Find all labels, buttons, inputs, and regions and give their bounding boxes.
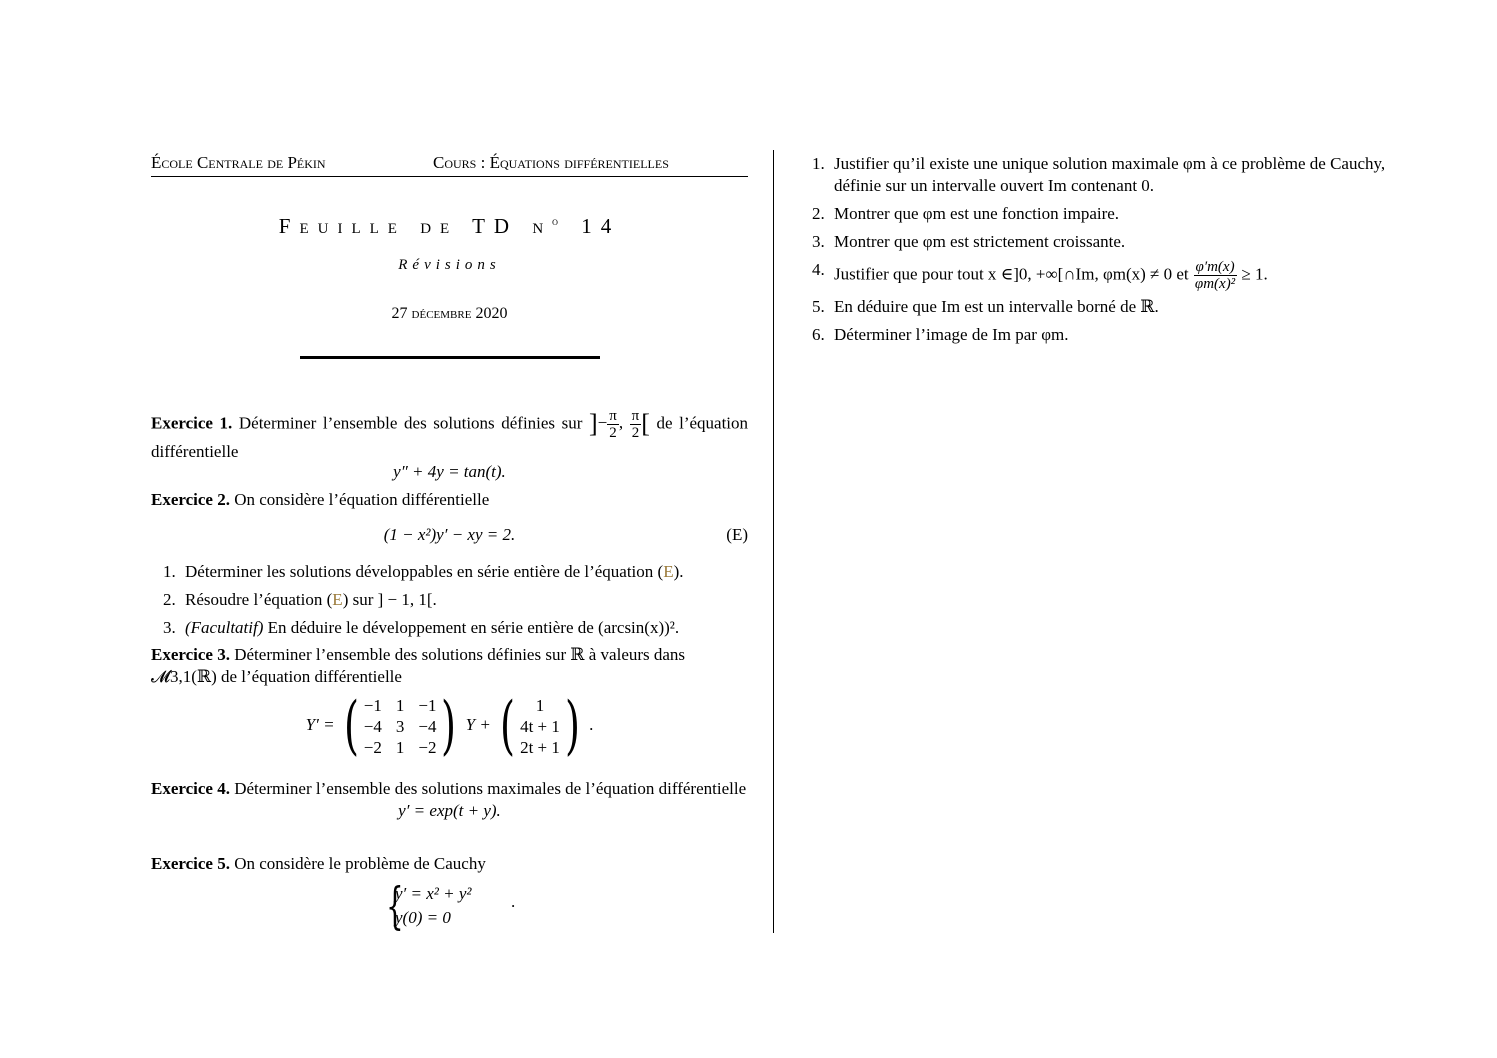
exercise-4-label: Exercice 4. (151, 779, 230, 798)
exercise-1-interval: ]− $\frac{\pi}{2}$ , $\frac{\pi}{2}$ [ (588, 408, 650, 441)
exercise-1-equation: y″ + 4y = tan(t). (393, 462, 506, 481)
header-school: École Centrale de Pékin (151, 153, 326, 172)
matrix-entry: −2 (363, 737, 382, 757)
header-course: Cours : Équations différentielles (433, 153, 669, 172)
matrix-entry: −2 (418, 737, 437, 757)
vector-entry: 1 (535, 695, 545, 715)
matrix-entry: 1 (395, 695, 405, 715)
exercise-4-equation: y′ = exp(t + y). (398, 801, 501, 820)
header-rule (151, 176, 748, 177)
exercise-3-equation: Y′ = ( −1 1 −1 −4 3 −4 −2 1 −2 ) Y + ( 1 4t + 1 2t + 1 ) . (305, 689, 594, 763)
ref-E-link[interactable]: E (663, 562, 674, 581)
matrix-entry: 1 (395, 737, 405, 757)
cauchy-question-4: 4. Justifier que pour tout x ∈]0, +∞[∩Im, φm(x) ≠ 0 et $\frac{\varphi'm(x)}{\text{φm(x)²}}$ ≥ 1. (812, 259, 1268, 292)
cauchy-system: { y′ = x² + y² y(0) = 0 . (386, 877, 516, 935)
exercise-3-label: Exercice 3. (151, 645, 230, 664)
exercise-2-q1: 1. Déterminer les solutions développables en série entière de l’équation (E). (163, 562, 684, 581)
vector-entry: 2t + 1 (520, 737, 560, 757)
matrix-entry: −4 (418, 716, 437, 736)
exercise-3-text: Déterminer l’ensemble des solutions définies sur ℝ à valeurs dans (234, 645, 686, 664)
sheet-number: 14 (581, 214, 621, 238)
cauchy-question-5: 5. En déduire que Im est un intervalle borné de ℝ. (812, 297, 1159, 316)
exercise-1-text-b: de l’équation différentielle (151, 413, 749, 461)
exercise-2-text: On considère l’équation différentielle (234, 490, 490, 509)
subtitle: Révisions (398, 257, 501, 273)
exercise-2-q2: 2. Résoudre l’équation (E) sur ] − 1, 1[. (163, 590, 437, 609)
cauchy-question-2: 2. Montrer que φm est une fonction impaire. (812, 204, 1120, 223)
matrix-entry: 3 (395, 716, 405, 736)
exercise-5-text: On considère le problème de Cauchy (234, 854, 486, 873)
vector-entry: 4t + 1 (520, 716, 560, 736)
exercise-1-label: Exercice 1. (151, 413, 233, 433)
exercise-2-questions (151, 561, 748, 639)
coefficient-matrix: ( −1 1 −1 −4 3 −4 −2 1 −2 ) (343, 689, 457, 763)
equation-tag-E: (E) (726, 525, 748, 544)
matrix-entry: −1 (363, 695, 382, 715)
sheet-title-text: Feuille de TD (278, 214, 519, 238)
sheet-number-label: $n^o$ (532, 214, 567, 238)
exercise-1-text-a: Déterminer l’ensemble des solutions définies sur (238, 413, 583, 433)
ref-E-link[interactable]: E (332, 590, 343, 609)
matrix-entry: −4 (363, 716, 382, 736)
date: 27 décembre 2020 (391, 305, 508, 322)
cauchy-initial-condition: y(0) = 0 (395, 908, 451, 927)
exercise-2 (151, 489, 748, 645)
cauchy-question-3: 3. Montrer que φm est strictement croissante. (812, 232, 1126, 251)
exercise-5-label: Exercice 5. (151, 854, 230, 873)
exercise-3-text2: 𝓜3,1(ℝ) de l’équation différentielle (151, 667, 402, 686)
cauchy-equation: y′ = x² + y² (395, 884, 472, 903)
exercise-2-equation: (1 − x²)y′ − xy = 2. (383, 525, 516, 544)
ratio-fraction: $\frac{\varphi'm(x)}{\text{φm(x)²}}$ (1194, 259, 1236, 292)
cauchy-question-1: 1. Justifier qu’il existe une unique solution maximale φm à ce problème de Cauchy, définie sur un intervalle ouvert Im contenant 0. (812, 154, 1386, 195)
column-divider (773, 150, 774, 933)
exercise-2-label: Exercice 2. (151, 490, 230, 509)
cauchy-question-6: 6. Déterminer l’image de Im par φm. (812, 325, 1069, 344)
matrix-entry: −1 (418, 695, 437, 715)
exercise-2-q3: 3. (Facultatif) En déduire le développement en série entière de (arcsin(x))². (163, 618, 680, 637)
exercise-3 (151, 644, 748, 763)
title-rule (300, 356, 600, 359)
sheet-title (151, 214, 748, 239)
right-column-questions (812, 153, 1402, 352)
source-vector: ( 1 4t + 1 2t + 1 ) (500, 689, 580, 763)
exercise-5 (151, 853, 748, 939)
exercise-4-text: Déterminer l’ensemble des solutions maximales de l’équation différentielle (234, 779, 747, 798)
exercise-4 (151, 778, 748, 822)
exercise-1 (151, 408, 748, 483)
